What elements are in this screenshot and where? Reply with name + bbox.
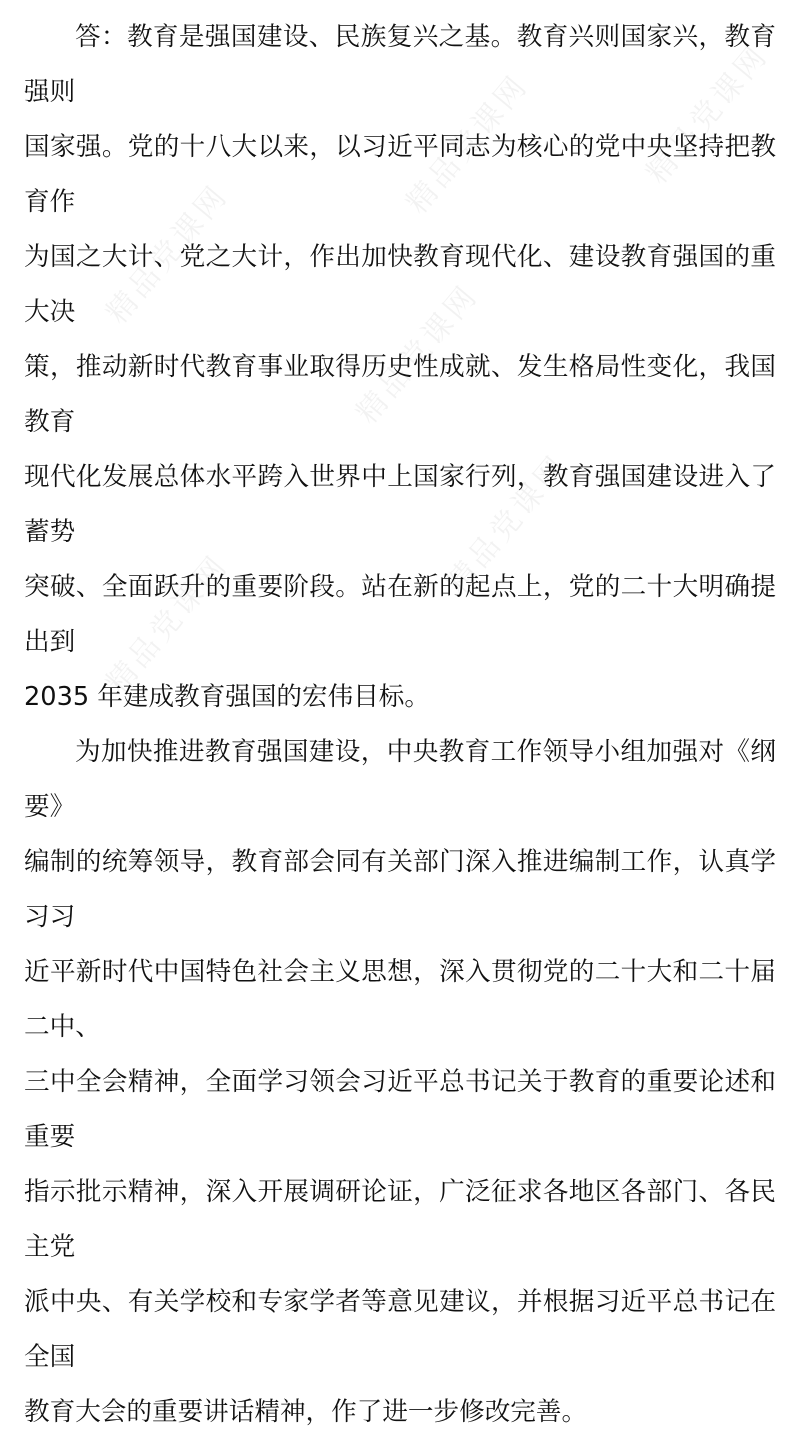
watermark: 精品党课网 <box>99 177 236 331</box>
text-line: 为国之大计、党之大计，作出加快教育现代化、建设教育强国的重大决 <box>24 242 776 327</box>
document-body <box>24 10 776 1440</box>
watermark: 精品党课网 <box>349 277 486 431</box>
paragraph-2 <box>24 725 776 1440</box>
text-line: 为加快推进教育强国建设，中央教育工作领导小组加强对《纲要》 <box>24 737 776 822</box>
watermark: 精品党课网 <box>439 447 576 601</box>
text-line: 近平新时代中国特色社会主义思想，深入贯彻党的二十大和二十届二中、 <box>24 957 776 1042</box>
text-line: 现代化发展总体水平跨入世界中上国家行列，教育强国建设进入了蓄势 <box>24 462 776 547</box>
text-line: 派中央、有关学校和专家学者等意见建议，并根据习近平总书记在全国 <box>24 1287 776 1372</box>
text-line: 编制的统筹领导，教育部会同有关部门深入推进编制工作，认真学习习 <box>24 847 776 932</box>
text-line: 2035 年建成教育强国的宏伟目标。 <box>24 682 430 712</box>
watermark: 精品党课网 <box>99 547 236 701</box>
text-line: 国家强。党的十八大以来，以习近平同志为核心的党中央坚持把教育作 <box>24 132 776 217</box>
watermark: 精品党课网 <box>399 67 536 221</box>
paragraph-1 <box>24 10 776 725</box>
text-line: 指示批示精神，深入开展调研论证，广泛征求各地区各部门、各民主党 <box>24 1177 776 1262</box>
text-line: 三中全会精神，全面学习领会习近平总书记关于教育的重要论述和重要 <box>24 1067 776 1152</box>
watermark: 精品党课网 <box>639 37 776 191</box>
text-line: 突破、全面跃升的重要阶段。站在新的起点上，党的二十大明确提出到 <box>24 572 776 657</box>
text-line: 策，推动新时代教育事业取得历史性成就、发生格局性变化，我国教育 <box>24 352 776 437</box>
text-line: 答：教育是强国建设、民族复兴之基。教育兴则国家兴，教育强则 <box>24 22 776 107</box>
text-line: 教育大会的重要讲话精神，作了进一步修改完善。 <box>24 1397 588 1427</box>
